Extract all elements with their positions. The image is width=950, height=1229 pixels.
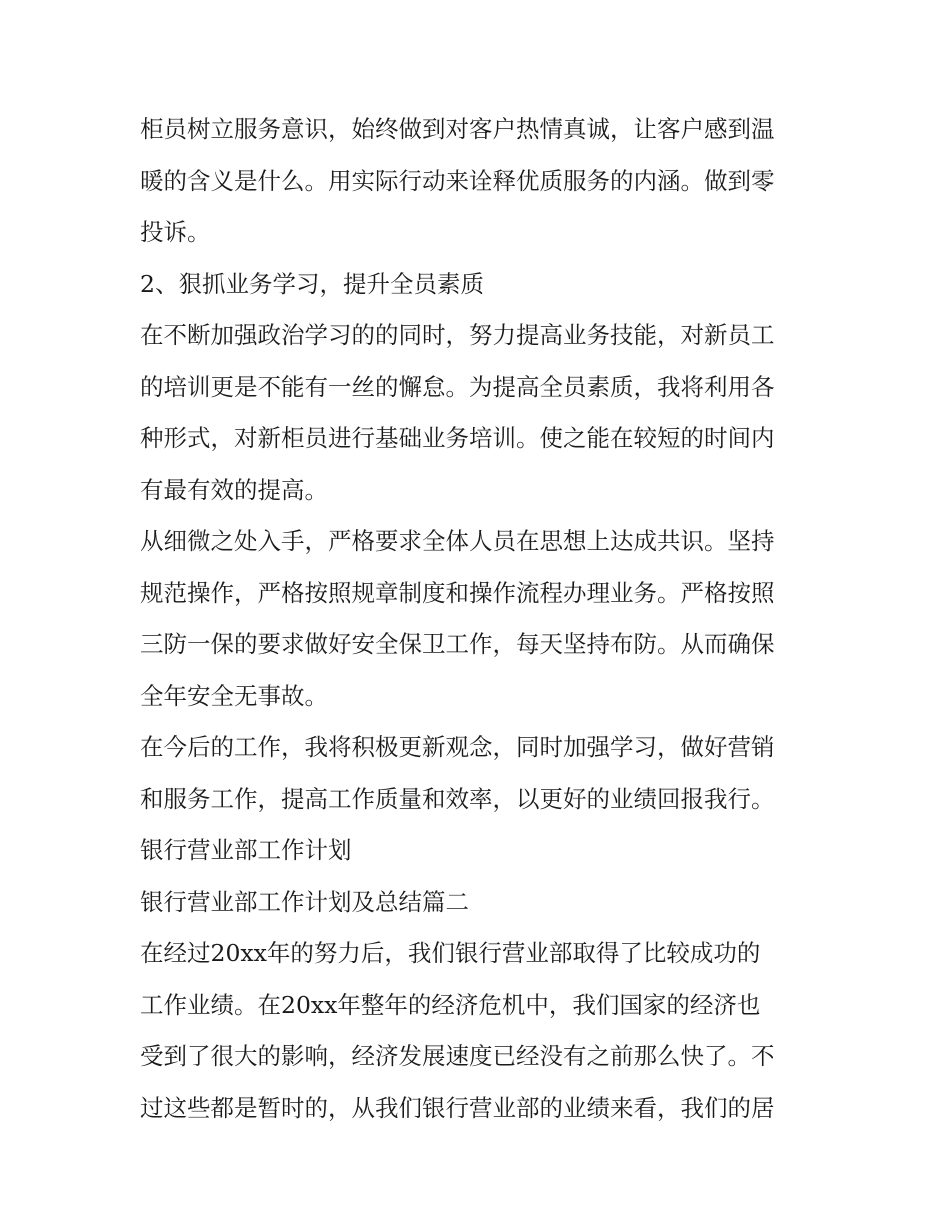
text-line: 投诉。 [140,218,211,246]
text-line: 种形式，对新柜员进行基础业务培训。使之能在较短的时间内 [140,424,775,452]
text-line: 有最有效的提高。 [140,475,328,504]
text-line: 全年安全无事故。 [140,681,328,710]
text-line: 三防一保的要求做好安全保卫工作，每天坚持布防。从而确保 [140,630,775,658]
section-title: 银行营业部工作计划及总结篇二 [140,887,469,916]
text-line: 暖的含义是什么。用实际行动来诠释优质服务的内涵。做到零 [140,166,775,195]
text-line: 和服务工作，提高工作质量和效率，以更好的业绩回报我行。 [140,784,775,813]
text-line: 柜员树立服务意识，始终做到对客户热情真诚，让客户感到温 [140,115,775,143]
text-line: 受到了很大的影响，经济发展速度已经没有之前那么快了。不 [140,1042,775,1070]
section-heading: 2、狠抓业务学习，提升全员素质 [140,269,484,298]
text-line: 在今后的工作，我将积极更新观念，同时加强学习，做好营销 [140,733,775,761]
text-line: 的培训更是不能有一丝的懈怠。为提高全员素质，我将利用各 [140,372,775,401]
document-title: 银行营业部工作计划 [140,836,352,864]
text-line: 在不断加强政治学习的的同时，努力提高业务技能，对新员工 [140,321,775,349]
text-line: 从细微之处入手，严格要求全体人员在思想上达成共识。坚持 [140,527,775,555]
text-line: 在经过20xx年的努力后，我们银行营业部取得了比较成功的 [140,939,761,967]
document-body [140,104,816,1134]
text-line: 过这些都是暂时的，从我们银行营业部的业绩来看，我们的居 [140,1093,775,1122]
text-line: 规范操作，严格按照规章制度和操作流程办理业务。严格按照 [140,578,775,607]
text-line: 工作业绩。在20xx年整年的经济危机中，我们国家的经济也 [140,990,761,1019]
